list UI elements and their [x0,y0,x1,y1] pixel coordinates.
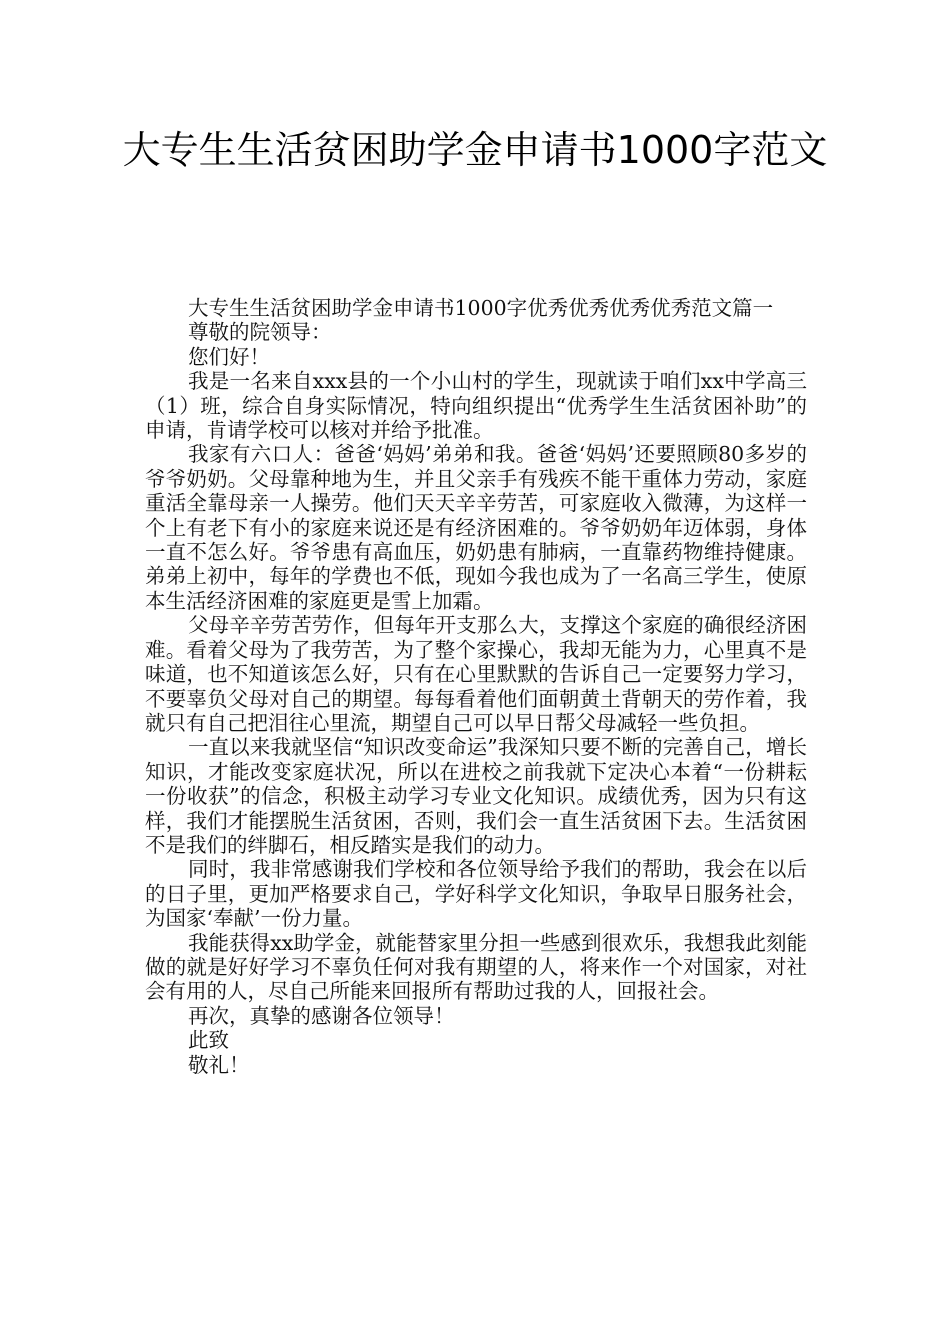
salutation: 尊敬的院领导： [188,320,332,345]
body-paragraph: 我是一名来自xxx县的一个小山村的学生，现就读于咱们xx中学高三（1）班，综合自身实际情况，特向组织提出“优秀学生生活贫困补助”的申请，肯请学校可以核对并给予批准。 [145,369,807,443]
document-body [145,296,807,1077]
body-paragraph: 我能获得xx助学金，就能替家里分担一些感到很欢乐，我想我此刻能做的就是好好学习不辜负任何对我有期望的人，将来作一个对国家，对社会有用的人，尽自己所能来回报所有帮助过我的人，回报社会。 [145,930,807,1004]
greeting: 您们好！ [188,344,270,369]
closing-phrase: 此致 [188,1028,229,1053]
closing-thanks: 再次，真挚的感谢各位领导！ [188,1003,455,1028]
closing-regards: 敬礼！ [188,1052,250,1077]
body-paragraph: 父母辛辛劳苦劳作，但每年开支那么大，支撑这个家庭的确很经济困难。看着父母为了我劳苦，为了整个家操心，我却无能为力，心里真不是味道，也不知道该怎么好，只有在心里默默的告诉自己一定要努力学习，不要辜负父母对自己的期望。每每看着他们面朝黄土背朝天的劳作着，我就只有自己把泪往心里流，期望自己可以早日帮父母减轻一些负担。 [145,613,807,735]
section-heading: 大专生生活贫困助学金申请书1000字优秀优秀优秀优秀范文篇一 [188,296,774,320]
body-paragraph: 一直以来我就坚信“知识改变命运”我深知只要不断的完善自己，增长知识，才能改变家庭状况，所以在进校之前我就下定决心本着“一份耕耘一份收获”的信念，积极主动学习专业文化知识。成绩优秀，因为只有这样，我们才能摆脱生活贫困，否则，我们会一直生活贫困下去。生活贫困不是我们的绊脚石，相反踏实是我们的动力。 [145,735,807,857]
body-paragraph: 同时，我非常感谢我们学校和各位领导给予我们的帮助，我会在以后的日子里，更加严格要求自己，学好科学文化知识，争取早日服务社会，为国家‘奉献’一份力量。 [145,857,807,931]
body-paragraph: 我家有六口人：爸爸‘妈妈’弟弟和我。爸爸‘妈妈’还要照顾80多岁的爷爷奶奶。父母靠种地为生，并且父亲手有残疾不能干重体力劳动，家庭重活全靠母亲一人操劳。他们天天辛辛劳苦，可家庭收入微薄，为这样一个上有老下有小的家庭来说还是有经济困难的。爷爷奶奶年迈体弱，身体一直不怎么好。爷爷患有高血压，奶奶患有肺病，一直靠药物维持健康。弟弟上初中，每年的学费也不低，现如今我也成为了一名高三学生，使原本生活经济困难的家庭更是雪上加霜。 [145,442,807,613]
document-title: 大专生生活贫困助学金申请书1000字范文 [122,128,828,172]
